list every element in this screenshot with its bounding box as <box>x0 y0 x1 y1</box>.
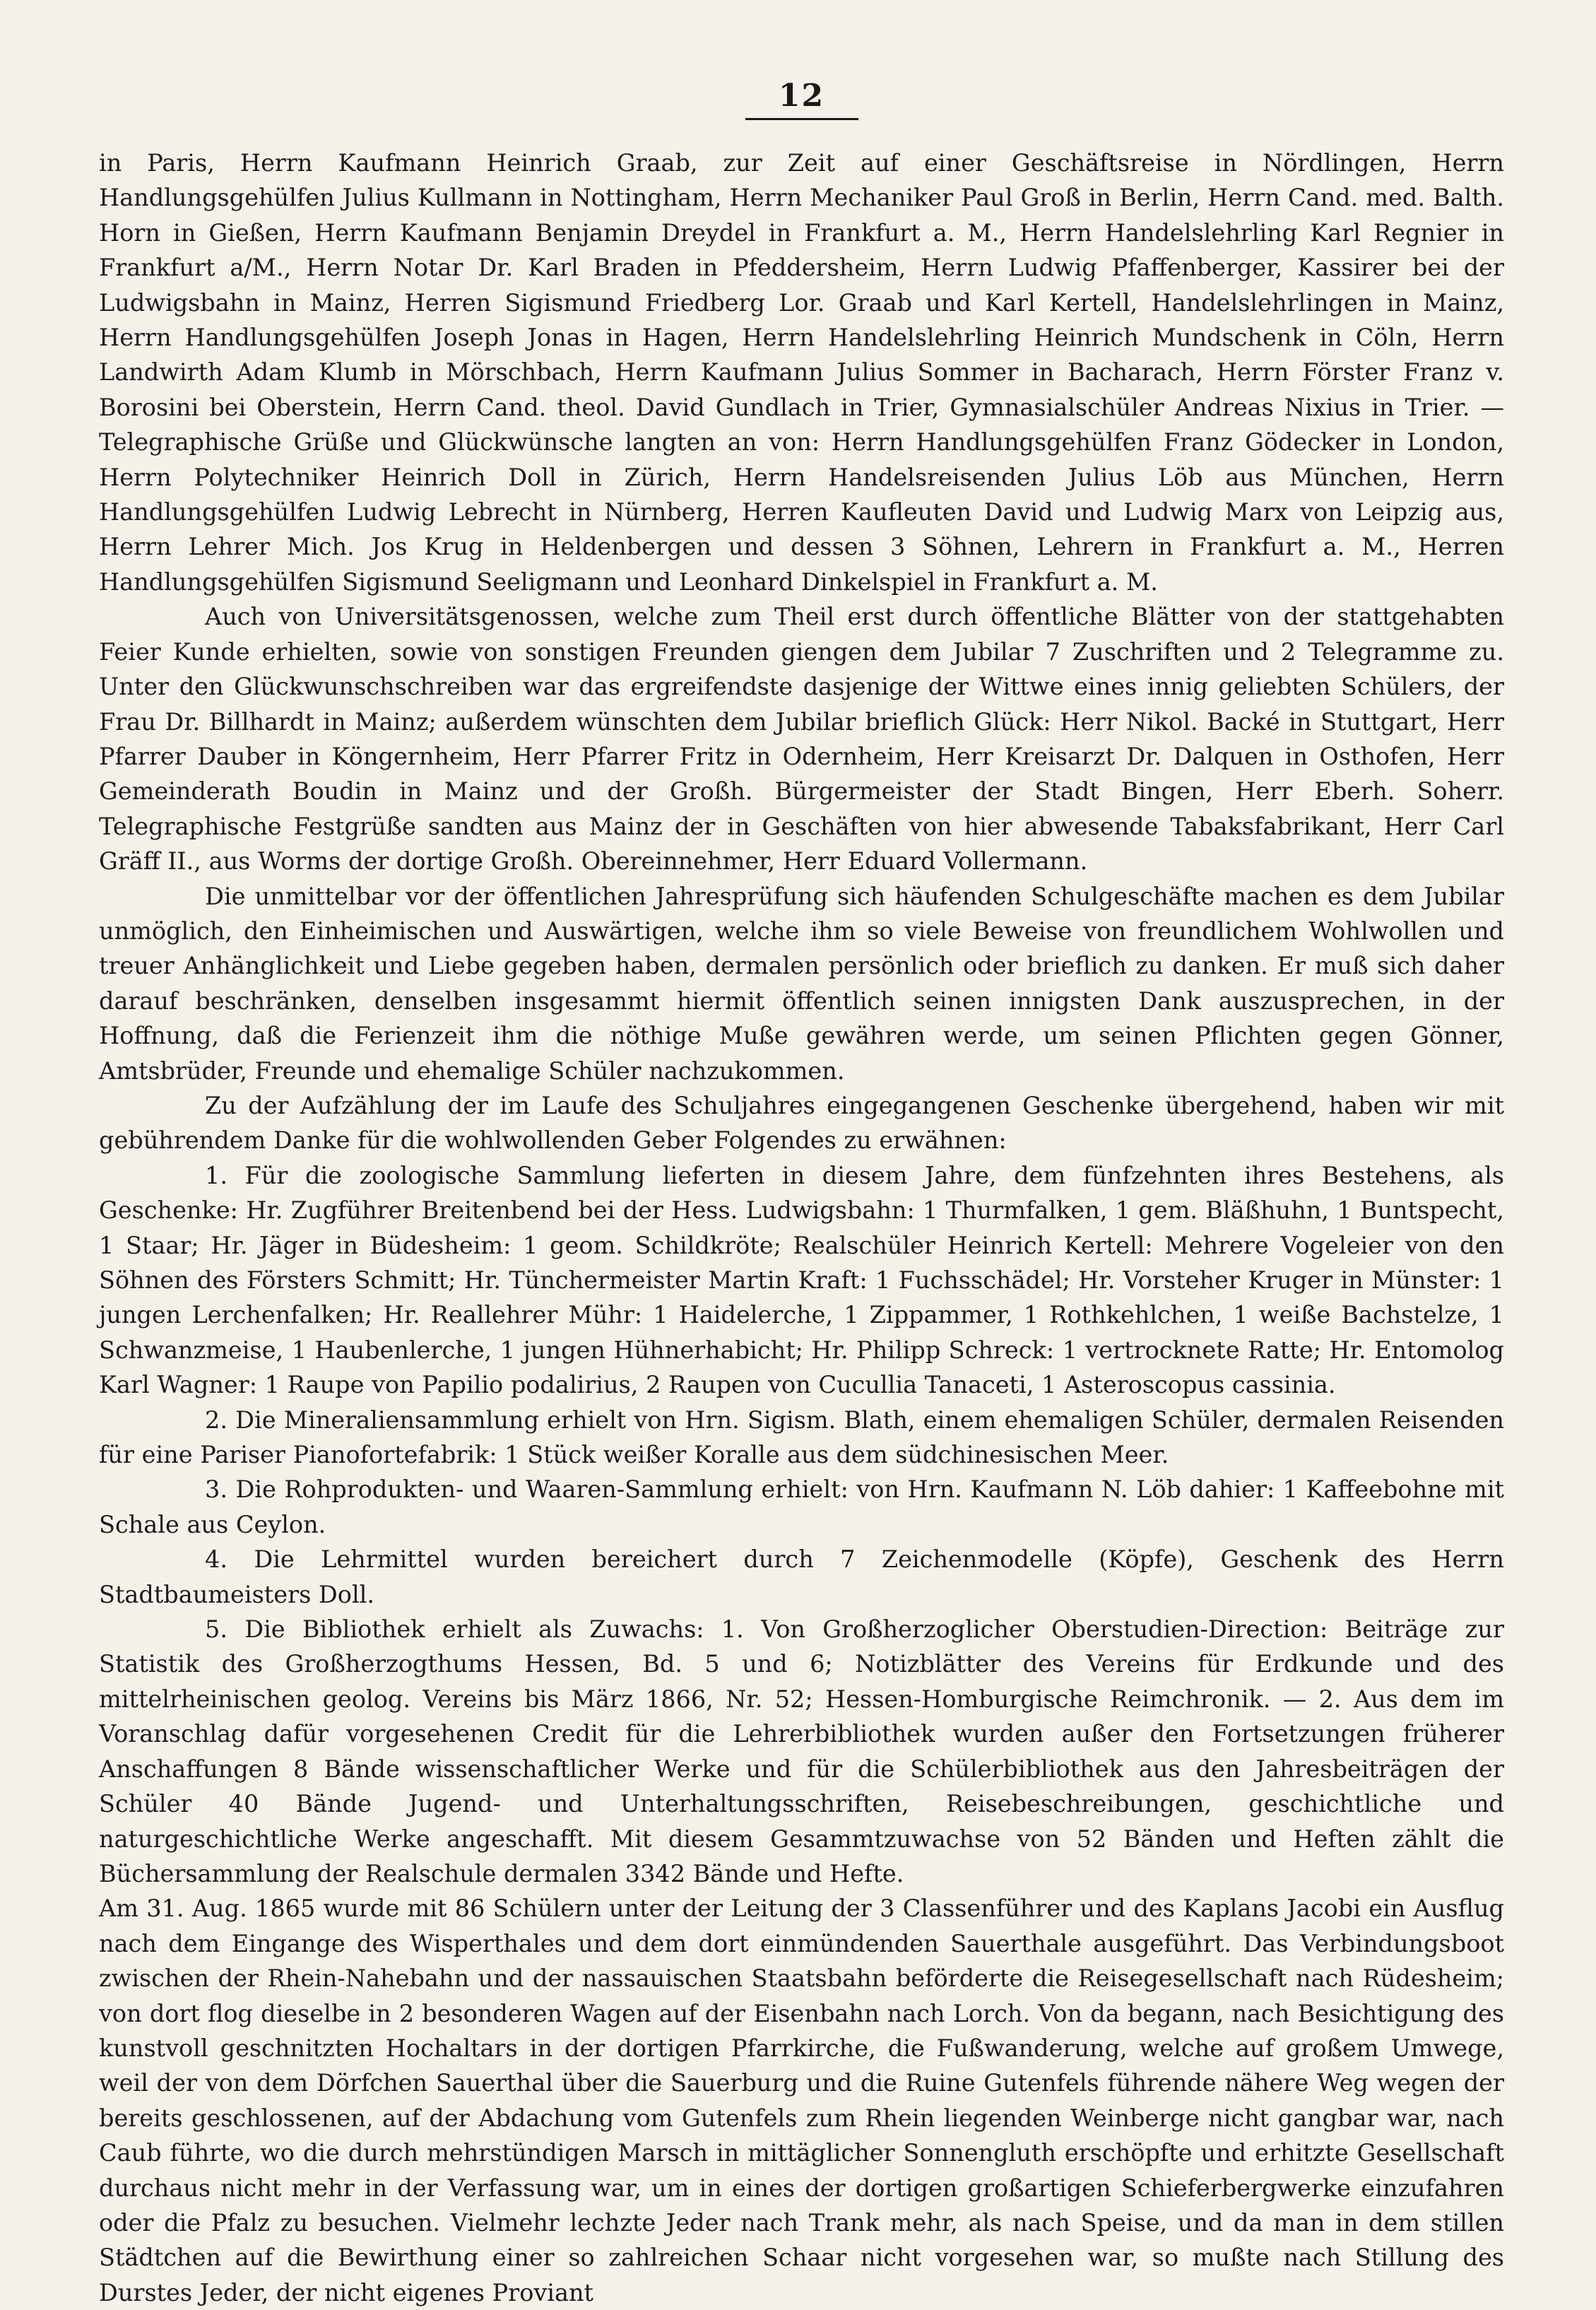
body-text <box>99 146 1504 2310</box>
list-item-mineral-collection: 2. Die Mineraliensammlung erhielt von Hrn. Sigism. Blath, einem ehemaligen Schüler, dermalen Reisenden für eine Pariser Pianofortefabrik: 1 Stück weißer Koralle aus dem südchinesischen Meer. <box>99 1406 1504 1469</box>
paragraph-excursion: Am 31. Aug. 1865 wurde mit 86 Schülern unter der Leitung der 3 Classenführer und des Kaplans Jacobi ein Ausflug nach dem Eingange des Wisperthales und dem dort einmündenden Sauerthale ausgeführt. Das Verbindungsboot zwischen der Rhein-Nahebahn und der nassauischen Staatsbahn beförderte die Reisegesellschaft nach Rüdesheim; von dort flog dieselbe in 2 besonderen Wagen auf der Eisenbahn nach Lorch. Von da begann, nach Besichtigung des kunstvoll geschnitzten Hochaltars in der dortigen Pfarrkirche, die Fußwanderung, welche auf großem Umwege, weil der von dem Dörfchen Sauerthal über die Sauerburg und die Ruine Gutenfels führende nähere Weg wegen der bereits geschlossenen, auf der Abdachung vom Gutenfels zum Rhein liegenden Weinberge nicht gangbar war, nach Caub führte, wo die durch mehrstündigen Marsch in mittäglicher Sonnengluth erschöpfte und erhitzte Gesellschaft durchaus nicht mehr in der Verfassung war, um in eines der dortigen großartigen Schieferbergwerke einzufahren oder die Pfalz zu besuchen. Vielmehr lechzte Jeder nach Trank mehr, als nach Speise, und da man in dem stillen Städtchen auf die Bewirthung einer so zahlreichen Schaar nicht vorgesehen war, so mußte nach Stillung des Durstes Jeder, der nicht eigenes Proviant <box>99 1894 1504 2306</box>
paragraph-university-greetings: Auch von Universitätsgenossen, welche zum Theil erst durch öffentliche Blätter von der stattgehabten Feier Kunde erhielten, sowie von sonstigen Freunden giengen dem Jubilar 7 Zuschriften und 2 Telegramme zu. Unter den Glückwunschschreiben war das ergreifendste dasjenige der Wittwe eines innig geliebten Schülers, der Frau Dr. Billhardt in Mainz; außerdem wünschten dem Jubilar brieflich Glück: Herr Nikol. Backé in Stuttgart, Herr Pfarrer Dauber in Köngernheim, Herr Pfarrer Fritz in Odernheim, Herr Kreisarzt Dr. Dalquen in Osthofen, Herr Gemeinderath Boudin in Mainz und der Großh. Bürgermeister der Stadt Bingen, Herr Eberh. Soherr. Telegraphische Festgrüße sandten aus Mainz der in Geschäften von hier abwesende Tabaksfabrikant, Herr Carl Gräff II., aus Worms der dortige Großh. Obereinnehmer, Herr Eduard Vollermann. <box>99 603 1504 876</box>
page-number-underline <box>745 118 858 120</box>
list-item-raw-products-collection: 3. Die Rohprodukten- und Waaren-Sammlung erhielt: von Hrn. Kaufmann N. Löb dahier: 1 Kaffeebohne mit Schale aus Ceylon. <box>99 1475 1504 1538</box>
page-number: 12 <box>778 78 825 114</box>
list-item-library: 5. Die Bibliothek erhielt als Zuwachs: 1. Von Großherzoglicher Oberstudien-Direction: Beiträge zur Statistik des Großherzogthums Hessen, Bd. 5 und 6; Notizblätter des Vereins für Erdkunde und des mittelrheinischen geolog. Vereins bis März 1866, Nr. 52; Hessen-Homburgische Reimchronik. — 2. Aus dem im Voranschlag dafür vorgesehenen Credit für die Lehrerbibliothek wurden außer den Fortsetzungen früherer Anschaffungen 8 Bände wissenschaftlicher Werke und für die Schülerbibliothek aus den Jahresbeiträgen der Schüler 40 Bände Jugend- und Unterhaltungsschriften, Reisebeschreibungen, geschichtliche und naturgeschichtliche Werke angeschafft. Mit diesem Gesammtzuwachse von 52 Bänden und Heften zählt die Büchersammlung der Realschule dermalen 3342 Bände und Hefte. <box>99 1615 1504 1887</box>
paragraph-gifts-intro: Zu der Aufzählung der im Laufe des Schuljahres eingegangenen Geschenke übergehend, haben wir mit gebührendem Danke für die wohlwollenden Geber Folgendes zu erwähnen: <box>99 1091 1504 1155</box>
list-item-zoological-collection: 1. Für die zoologische Sammlung lieferten in diesem Jahre, dem fünfzehnten ihres Bestehens, als Geschenke: Hr. Zugführer Breitenbend bei der Hess. Ludwigsbahn: 1 Thurmfalken, 1 gem. Bläßhuhn, 1 Buntspecht, 1 Staar; Hr. Jäger in Büdesheim: 1 geom. Schildkröte; Realschüler Heinrich Kertell: Mehrere Vogeleier von den Söhnen des Försters Schmitt; Hr. Tünchermeister Martin Kraft: 1 Fuchsschädel; Hr. Vorsteher Kruger in Münster: 1 jungen Lerchenfalken; Hr. Reallehrer Mühr: 1 Haidelerche, 1 Zippammer, 1 Rothkehlchen, 1 weiße Bachstelze, 1 Schwanzmeise, 1 Haubenlerche, 1 jungen Hühnerhabicht; Hr. Philipp Schreck: 1 vertrocknete Ratte; Hr. Entomolog Karl Wagner: 1 Raupe von Papilio podalirius, 2 Raupen von Cucullia Tanaceti, 1 Asteroscopus cassinia. <box>99 1161 1504 1399</box>
paragraph-jubilar-thanks: Die unmittelbar vor der öffentlichen Jahresprüfung sich häufenden Schulgeschäfte machen es dem Jubilar unmöglich, den Einheimischen und Auswärtigen, welche ihm so viele Beweise von freundlichem Wohlwollen und treuer Anhänglichkeit und Liebe gegeben haben, dermalen persönlich oder brieflich zu danken. Er muß sich daher darauf beschränken, denselben insgesammt hiermit öffentlich seinen innigsten Dank auszusprechen, in der Hoffnung, daß die Ferienzeit ihm die nöthige Muße gewähren werde, um seinen Pflichten gegen Gönner, Amtsbrüder, Freunde und ehemalige Schüler nachzukommen. <box>99 882 1504 1085</box>
paragraph-acknowledgements-list: in Paris, Herrn Kaufmann Heinrich Graab, zur Zeit auf einer Geschäftsreise in Nördlingen, Herrn Handlungsgehülfen Julius Kullmann in Nottingham, Herrn Mechaniker Paul Groß in Berlin, Herrn Cand. med. Balth. Horn in Gießen, Herrn Kaufmann Benjamin Dreydel in Frankfurt a. M., Herrn Handelslehrling Karl Regnier in Frankfurt a/M., Herrn Notar Dr. Karl Braden in Pfeddersheim, Herrn Ludwig Pfaffenberger, Kassirer bei der Ludwigsbahn in Mainz, Herren Sigismund Friedberg Lor. Graab und Karl Kertell, Handelslehrlingen in Mainz, Herrn Handlungsgehülfen Joseph Jonas in Hagen, Herrn Handelslehrling Heinrich Mundschenk in Cöln, Herrn Landwirth Adam Klumb in Mörschbach, Herrn Kaufmann Julius Sommer in Bacharach, Herrn Förster Franz v. Borosini bei Oberstein, Herrn Cand. theol. David Gundlach in Trier, Gymnasialschüler Andreas Nixius in Trier. — Telegraphische Grüße und Glückwünsche langten an von: Herrn Handlungsgehülfen Franz Gödecker in London, Herrn Polytechniker Heinrich Doll in Zürich, Herrn Handelsreisenden Julius Löb aus München, Herrn Handlungsgehülfen Ludwig Lebrecht in Nürnberg, Herren Kaufleuten David und Ludwig Marx von Leipzig aus, Herrn Lehrer Mich. Jos Krug in Heldenbergen und dessen 3 Söhnen, Lehrern in Frankfurt a. M., Herren Handlungsgehülfen Sigismund Seeligmann und Leonhard Dinkelspiel in Frankfurt a. M. <box>99 149 1504 596</box>
list-item-teaching-materials: 4. Die Lehrmittel wurden bereichert durch 7 Zeichenmodelle (Köpfe), Geschenk des Herrn Stadtbaumeisters Doll. <box>99 1545 1504 1608</box>
